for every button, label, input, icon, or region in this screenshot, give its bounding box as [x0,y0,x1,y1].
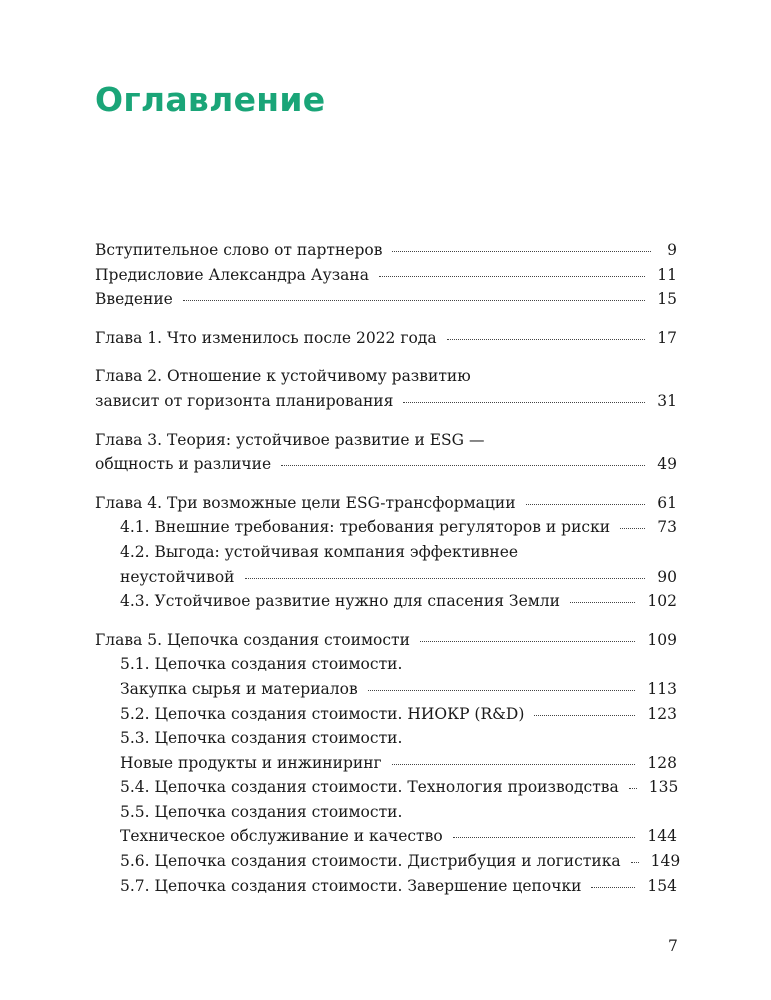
toc-page-number: 144 [647,827,677,846]
toc-entry-title: Техническое обслуживание и качество [120,827,443,846]
toc-entry-title: 4.1. Внешние требования: требования регуляторов и риски [120,518,611,537]
toc-section [95,491,677,614]
dot-leader [526,503,646,505]
toc-entry-title: Глава 2. Отношение к устойчивому развитию [95,367,471,386]
toc-page-number: 128 [647,753,677,772]
toc-page-number: 135 [648,778,679,797]
toc-page-number: 109 [647,630,677,649]
dot-leader [447,338,646,340]
toc-page-number: 123 [647,704,677,723]
toc-entry-title: 5.2. Цепочка создания стоимости. НИОКР (R&D) [120,704,525,723]
toc-entry[interactable] [95,628,677,653]
toc-entry-title: Закупка сырья и материалов [120,679,358,698]
toc-subentry[interactable] [95,824,677,849]
dot-leader [392,763,636,765]
toc-entry-title: Введение [95,290,173,309]
toc-entry-title: Глава 5. Цепочка создания стоимости [95,630,410,649]
toc-entry-title: неустойчивой [120,567,235,586]
page-title: Оглавление [95,80,326,119]
toc-entry-title: 5.6. Цепочка создания стоимости. Дистрибуция и логистика [120,852,621,871]
toc-page-number: 15 [657,290,677,309]
dot-leader [570,601,635,603]
toc-subentry [95,726,677,751]
toc-entry[interactable] [95,326,677,351]
toc-entry-title: Глава 1. Что изменилось после 2022 года [95,328,437,347]
dot-leader [379,275,645,277]
toc-subentry[interactable] [95,874,677,899]
toc-entry[interactable] [95,389,677,414]
toc-entry-title: зависит от горизонта планирования [95,391,394,410]
toc-subentry [95,652,677,677]
dot-leader [420,640,635,642]
toc-entry-title: 4.3. Устойчивое развитие нужно для спасения Земли [120,592,560,611]
dot-leader [534,714,635,716]
toc-subentry[interactable] [95,677,677,702]
toc-subentry[interactable] [95,515,677,540]
toc-page-number: 11 [657,265,677,284]
toc-entry-title: 5.5. Цепочка создания стоимости. [120,802,403,821]
toc-entry-title: Глава 3. Теория: устойчивое развитие и ESG — [95,430,485,449]
dot-leader [629,787,637,789]
table-of-contents [95,238,681,912]
toc-subentry[interactable] [95,849,681,874]
toc-entry[interactable] [95,287,677,312]
toc-page-number: 31 [657,391,677,410]
page-number: 7 [668,937,678,955]
toc-entry-title: Предисловие Александра Аузана [95,265,369,284]
toc-entry-title: Вступительное слово от партнеров [95,241,383,259]
toc-page-number: 61 [657,493,677,512]
dot-leader [620,527,645,529]
toc-page-number: 49 [657,455,677,474]
toc-page-number: 154 [647,876,677,895]
toc-entry [95,428,677,453]
toc-entry-title: Глава 4. Три возможные цели ESG-трансформации [95,493,516,512]
toc-entry[interactable] [95,491,677,516]
toc-page-number: 73 [657,518,677,537]
toc-subentry[interactable] [95,775,677,800]
toc-subentry [95,800,677,825]
dot-leader [591,886,635,888]
toc-page-number: 17 [657,328,677,347]
toc-entry[interactable] [95,452,677,477]
toc-page-number: 102 [647,592,677,611]
dot-leader [281,464,645,466]
toc-entry [95,364,677,389]
toc-entry-title: Новые продукты и инжиниринг [120,753,382,772]
toc-section [95,238,677,312]
toc-page-number: 149 [650,852,681,871]
toc-entry-title: общность и различие [95,455,272,474]
toc-entry-title: 5.3. Цепочка создания стоимости. [120,729,403,748]
dot-leader [368,689,636,691]
dot-leader [245,577,646,579]
toc-entry-title: 5.7. Цепочка создания стоимости. Завершение цепочки [120,876,582,895]
dot-leader [183,299,645,301]
toc-page-number: 113 [647,679,677,698]
toc-section [95,364,677,413]
toc-entry-title: 5.4. Цепочка создания стоимости. Технология производства [120,778,619,797]
toc-entry[interactable] [95,238,677,263]
toc-entry-title: 4.2. Выгода: устойчивая компания эффективнее [120,542,519,561]
toc-entry-title: 5.1. Цепочка создания стоимости. [120,655,403,674]
toc-page-number: 9 [667,241,677,259]
toc-subentry[interactable] [95,589,677,614]
toc-subentry[interactable] [95,702,677,727]
toc-section [95,326,677,351]
dot-leader [403,401,645,403]
dot-leader [392,250,651,252]
dot-leader [453,836,636,838]
toc-entry[interactable] [95,263,677,288]
toc-section [95,428,677,477]
dot-leader [631,861,639,863]
toc-subentry[interactable] [95,751,677,776]
toc-subentry [95,540,677,565]
toc-section [95,628,681,899]
toc-subentry[interactable] [95,565,677,590]
toc-page-number: 90 [657,567,677,586]
